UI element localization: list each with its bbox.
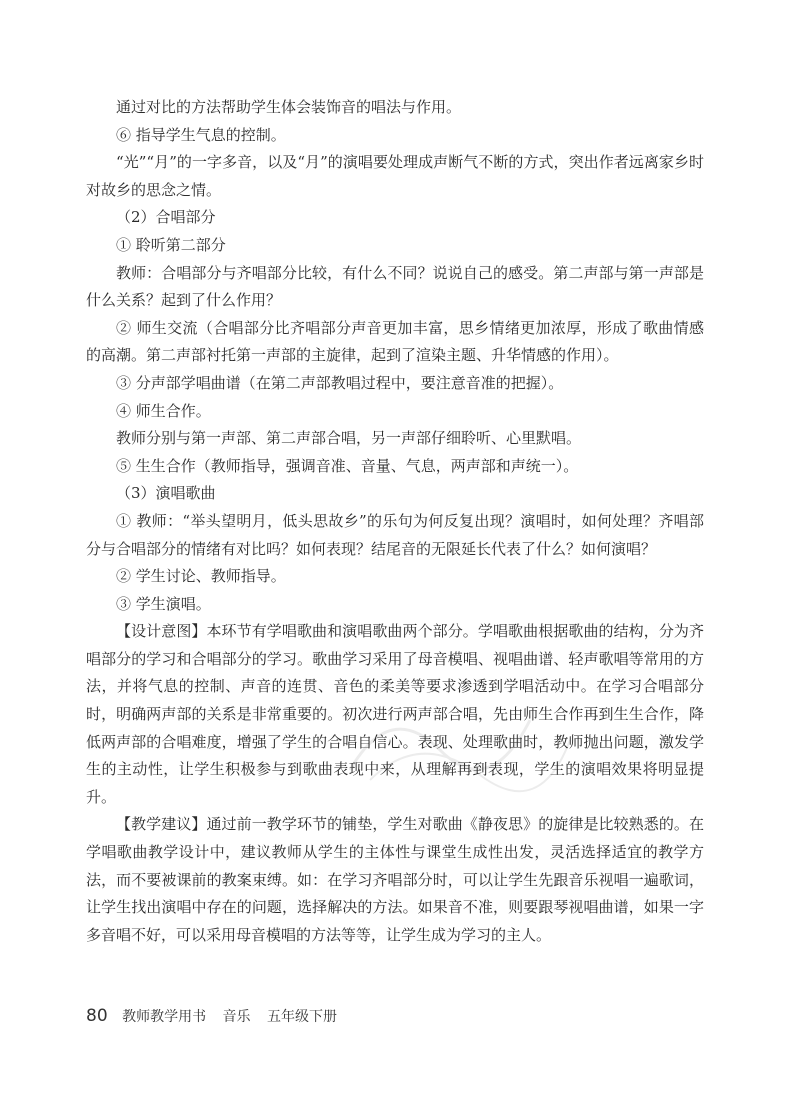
page-number: 80 — [86, 1006, 108, 1026]
paragraph: “光”“月”的一字多音，以及“月”的演唱要处理成声断气不断的方式，突出作者远离家乡时对故乡的思念之情。 — [86, 153, 704, 199]
paragraph: ⑤ 生生合作（教师指导，强调音准、音量、气息，两声部和声统一）。 — [116, 456, 579, 475]
paragraph: ⑥ 指导学生气息的控制。 — [116, 125, 286, 144]
paragraph: 通过对比的方法帮助学生体会装饰音的唱法与作用。 — [116, 98, 462, 116]
grade-label: 五年级下册 — [267, 1009, 337, 1025]
paragraph: ① 教师：“举头望明月，低头思故乡”的乐句为何反复出现？演唱时，如何处理？齐唱部分与合唱部分的情绪有对比吗？如何表现？结尾音的无限延长代表了什么？如何演唱？ — [86, 511, 704, 558]
paragraph: ② 学生讨论、教师指导。 — [116, 567, 286, 586]
section-heading: （3）演唱歌曲 — [116, 484, 216, 503]
page-footer — [86, 1006, 349, 1026]
body-text — [86, 94, 704, 949]
design-intent-paragraph: 【设计意图】本环节有学唱歌曲和演唱歌曲两个部分。学唱歌曲根据歌曲的结构，分为齐唱部分的学习和合唱部分的学习。歌曲学习采用了母音模唱、视唱曲谱、轻声歌唱等常用的方法，并将气息的控制、声音的连贯、音色的柔美等要求渗透到学唱活动中。在学习合唱部分时，明确两声部的关系是非常重要的。初次进行两声部合唱，先由师生合作再到生生合作，降低两声部的合唱难度，增强了学生的合唱自信心。表现、处理歌曲时，教师抛出问题，激发学生的主动性，让学生积极参与到歌曲表现中来，从理解再到表现，学生的演唱效果将明显提升。 — [86, 622, 704, 806]
teaching-suggestion-paragraph: 【教学建议】通过前一教学环节的铺垫，学生对歌曲《静夜思》的旋律是比较熟悉的。在学唱歌曲教学设计中，建议教师从学生的主体性与课堂生成性出发，灵活选择适宜的教学方法，而不要被课前的教案束缚。如：在学习齐唱部分时，可以让学生先跟音乐视唱一遍歌词，让学生找出演唱中存在的问题，选择解决的方法。如果音不准，则要跟琴视唱曲谱，如果一字多音唱不好，可以采用母音模唱的方法等等，让学生成为学习的主人。 — [86, 815, 704, 944]
paragraph: ④ 师生合作。 — [116, 401, 211, 420]
paragraph: ② 师生交流（合唱部分比齐唱部分声音更加丰富，思乡情绪更加浓厚，形成了歌曲情感的高潮。第二声部衬托第一声部的主旋律，起到了渲染主题、升华情感的作用）。 — [86, 318, 704, 365]
subject-label: 音乐 — [222, 1009, 251, 1025]
paragraph: ① 聆听第二部分 — [116, 235, 226, 254]
paragraph: 教师：合唱部分与齐唱部分比较，有什么不同？说说自己的感受。第二声部与第一声部是什么关系？起到了什么作用？ — [86, 263, 704, 310]
paragraph: 教师分别与第一声部、第二声部合唱，另一声部仔细聆听、心里默唱。 — [116, 429, 582, 448]
paragraph: ③ 分声部学唱曲谱（在第二声部教唱过程中，要注意音准的把握）。 — [116, 373, 564, 392]
section-heading: （2）合唱部分 — [116, 208, 216, 227]
book-title: 教师教学用书 — [122, 1009, 207, 1025]
paragraph: ③ 学生演唱。 — [116, 594, 211, 613]
